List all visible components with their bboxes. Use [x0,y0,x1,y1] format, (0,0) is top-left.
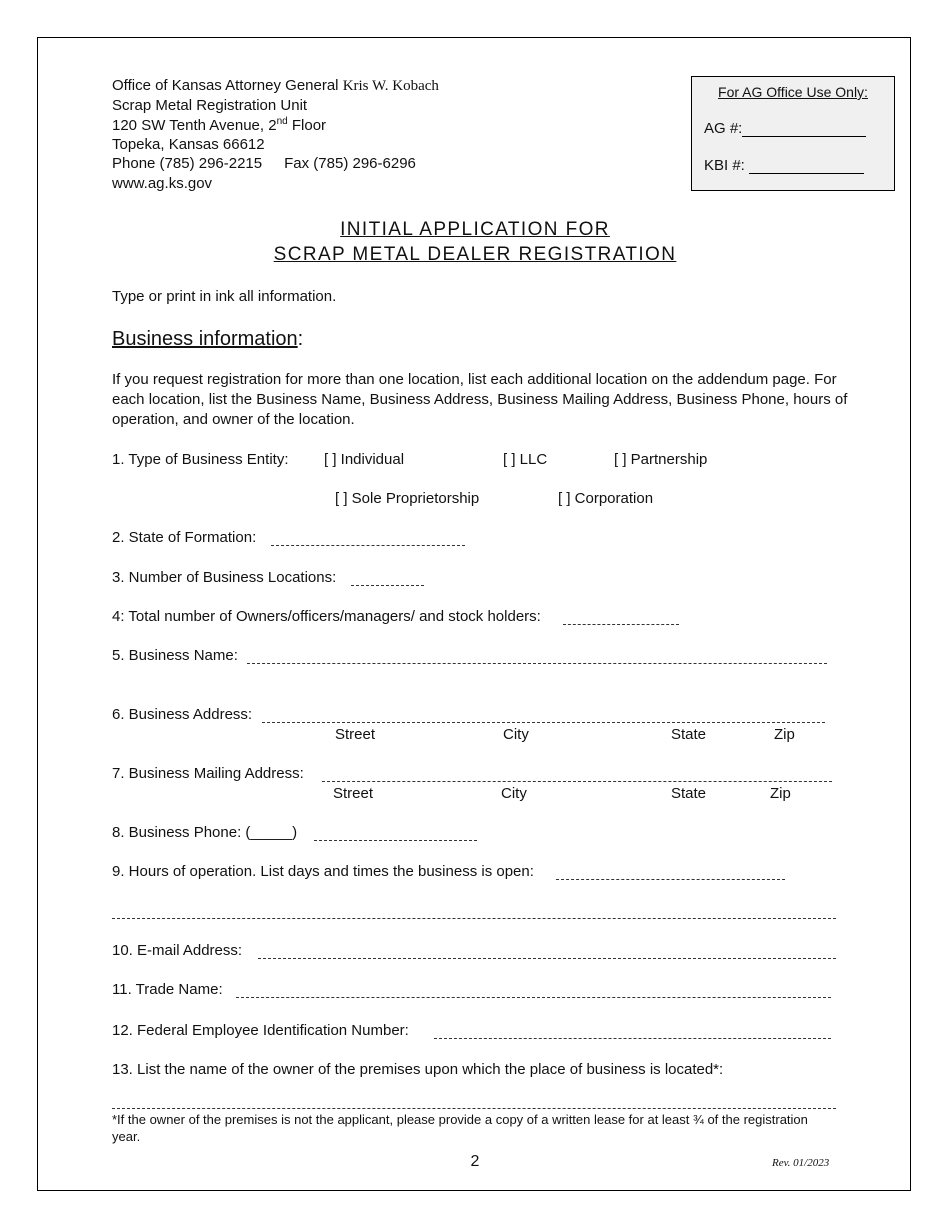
option-individual[interactable]: [ ] Individual [324,451,405,468]
mailing-city-label: City [501,785,527,802]
address-city-label: City [503,726,529,743]
email-field[interactable] [258,958,836,959]
instruction-text: Type or print in ink all information. [112,288,337,305]
kbi-number-label: KBI #: [704,157,745,174]
kbi-number-field[interactable] [749,159,864,174]
hours-field-line1[interactable] [556,879,785,880]
city-line: Topeka, Kansas 66612 [112,136,265,153]
office-use-caption: For AG Office Use Only: [718,84,868,100]
q12-label: 12. Federal Employee Identification Number: [112,1022,409,1039]
option-sole-proprietorship[interactable]: [ ] Sole Proprietorship [335,490,480,507]
state-of-formation-field[interactable] [271,545,465,546]
q3-label: 3. Number of Business Locations: [112,569,337,586]
option-partnership[interactable]: [ ] Partnership [614,451,708,468]
website-line: www.ag.ks.gov [112,175,213,192]
fax: Fax (785) 296-6296 [284,155,416,172]
address-sup: nd [276,116,288,127]
q5-label: 5. Business Name: [112,647,238,664]
address-zip-label: Zip [774,726,795,743]
q2-label: 2. State of Formation: [112,529,257,546]
address-street: 120 SW Tenth Avenue, 2 [112,117,277,134]
kbi-number-row [704,157,864,174]
option-llc[interactable]: [ ] LLC [503,451,548,468]
business-address-field[interactable] [262,722,825,723]
ag-number-field[interactable] [742,122,866,137]
address-line [112,116,326,136]
intro-paragraph: If you request registration for more than one location, list each additional location on the addendum page. For each location, list the Business Name, Business Address, Business Mailing Address, Business Phone, hours of operation, and owner of the location. [112,371,848,428]
premises-owner-field[interactable] [112,1108,836,1109]
address-street-label: Street [335,726,376,743]
ag-number-row [704,120,866,137]
business-phone-field[interactable] [314,840,477,841]
q6-label: 6. Business Address: [112,706,253,723]
page-number: 2 [470,1153,480,1170]
mailing-state-label: State [671,785,707,802]
q11-label: 11. Trade Name: [112,981,223,998]
form-title-line1: INITIAL APPLICATION FOR [340,219,610,240]
section-heading-colon: : [297,328,304,350]
form-title-line2: SCRAP METAL DEALER REGISTRATION [273,244,677,265]
address-state-label: State [671,726,707,743]
q1-label: 1. Type of Business Entity: [112,451,289,468]
q8-label: 8. Business Phone: (_____) [112,824,298,841]
revision-label: Rev. 01/2023 [772,1157,830,1169]
q4-label: 4: Total number of Owners/officers/managers/ and stock holders: [112,608,541,625]
trade-name-field[interactable] [236,997,831,998]
address-floor: Floor [287,117,327,134]
q13-label: 13. List the name of the owner of the premises upon which the place of business is located*: [112,1061,724,1078]
phone: Phone (785) 296-2215 [112,155,263,172]
office-name: Kris W. Kobach [342,78,439,94]
total-owners-field[interactable] [563,624,679,625]
number-of-locations-field[interactable] [351,585,424,586]
office-line [112,76,439,96]
business-name-field[interactable] [247,663,827,664]
office-prefix: Office of Kansas Attorney General [112,77,343,94]
option-corporation[interactable]: [ ] Corporation [558,490,654,507]
fein-field[interactable] [434,1038,831,1039]
phone-line [112,154,416,174]
footnote: *If the owner of the premises is not the applicant, please provide a copy of a written lease for at least ¾ of the registration year. [112,1112,808,1144]
ag-number-label: AG #: [704,120,743,137]
q9-label: 9. Hours of operation. List days and times the business is open: [112,863,534,880]
q7-label: 7. Business Mailing Address: [112,765,304,782]
hours-field-line2[interactable] [112,918,836,919]
office-use-box [691,76,895,191]
section-heading-label: Business information [112,328,298,350]
q10-label: 10. E-mail Address: [112,942,243,959]
unit-line: Scrap Metal Registration Unit [112,97,308,114]
section-heading [112,326,303,352]
mailing-zip-label: Zip [770,785,791,802]
mailing-address-field[interactable] [322,781,832,782]
mailing-street-label: Street [333,785,374,802]
